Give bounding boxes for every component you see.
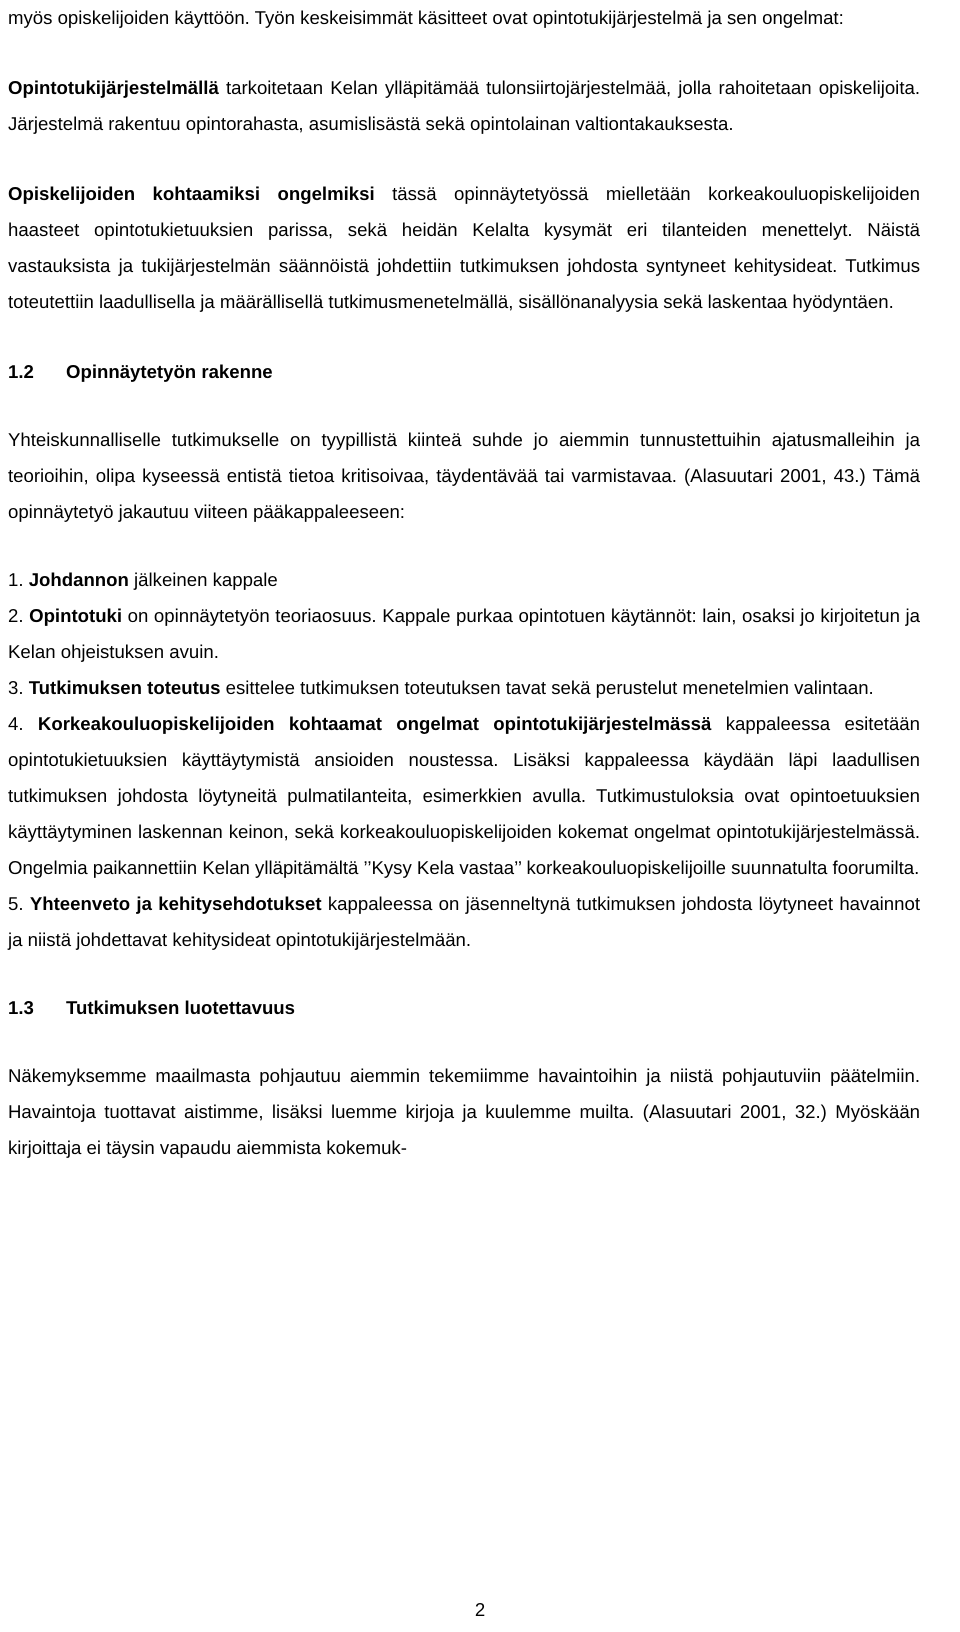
list-item-term: Korkeakouluopiskelijoiden kohtaamat ongelmat opintotukijärjestelmässä bbox=[37, 713, 712, 734]
list-number: 2. bbox=[8, 605, 30, 626]
list-number: 3. bbox=[8, 677, 29, 698]
list-item bbox=[8, 562, 920, 598]
intro-paragraph: myös opiskelijoiden käyttöön. Työn keskeisimmät käsitteet ovat opintotukijärjestelmä ja sen ongelmat: bbox=[8, 7, 844, 28]
list-item-text: jälkeinen kappale bbox=[128, 569, 278, 590]
definition-text: tässä opinnäytetyössä mielletään korkeakouluopiskelijoiden haasteet opintotukietuuksien parissa, sekä heidän Kelalta kysymät eri tilanteiden menettelyt. Näistä vastauksista ja tukijärjestelmän säännöistä johdettiin tutkimuksen johdosta syntyneet kehitysideat. Tutkimus toteutettiin laadullisella ja määrällisellä tutkimusmenetelmällä, sisällönanalyysia sekä laskentaa hyödyntäen. bbox=[8, 183, 920, 312]
list-item-text: on opinnäytetyön teoriaosuus. Kappale purkaa opintotuen käytännöt: lain, osaksi jo kirjoitetun ja Kelan ohjeistuksen avuin. bbox=[8, 605, 920, 662]
list-item bbox=[8, 706, 920, 886]
list-item-text: esittelee tutkimuksen toteutuksen tavat sekä perustelut menetelmien valintaan. bbox=[220, 677, 874, 698]
definition-text: tarkoitetaan Kelan ylläpitämää tulonsiirtojärjestelmää, jolla rahoitetaan opiskelijoita. Järjestelmä rakentuu opintorahasta, asumislisästä sekä opintolainan valtiontakauksesta. bbox=[8, 77, 920, 134]
document-page bbox=[8, 0, 920, 1166]
list-number: 4. bbox=[8, 713, 38, 734]
definition-paragraph-opintotukijarjestelma bbox=[8, 70, 920, 142]
section-heading-1-2 bbox=[8, 354, 920, 390]
section-heading-1-3 bbox=[8, 990, 920, 1026]
section-number: 1.3 bbox=[8, 997, 34, 1018]
section-spacer bbox=[8, 958, 920, 990]
page-number: 2 bbox=[474, 1599, 486, 1620]
chapter-list bbox=[8, 562, 920, 958]
section-number: 1.2 bbox=[8, 361, 34, 382]
section-title: Tutkimuksen luotettavuus bbox=[66, 997, 296, 1018]
definition-term: Opiskelijoiden kohtaamiksi ongelmiksi bbox=[8, 183, 375, 204]
reliability-paragraph: Näkemyksemme maailmasta pohjautuu aiemmin tekemiimme havaintoihin ja niistä pohjautuviin päätelmiin. Havaintoja tuottavat aistimme, lisäksi luemme kirjoja ja kuulemme muilta. (Alasuutari 2001, 32.) Myöskään kirjoittaja ei täysin vapaudu aiemmista kokemuk- bbox=[8, 1065, 920, 1158]
definition-term: Opintotukijärjestelmällä bbox=[8, 77, 219, 98]
paragraph-spacer bbox=[8, 530, 920, 562]
list-number: 1. bbox=[8, 569, 29, 590]
list-item-term: Opintotuki bbox=[29, 605, 123, 626]
list-item-text: kappaleessa on jäsenneltynä tutkimuksen johdosta löytyneet havainnot ja niistä johdettavat kehitysideat opintotukijärjestelmään. bbox=[8, 893, 920, 950]
paragraph-spacer bbox=[8, 36, 920, 70]
paragraph-spacer bbox=[8, 142, 920, 176]
section-spacer bbox=[8, 390, 920, 422]
list-item bbox=[8, 886, 920, 958]
list-number: 5. bbox=[8, 893, 30, 914]
structure-paragraph: Yhteiskunnalliselle tutkimukselle on tyypillistä kiinteä suhde jo aiemmin tunnustettuihin ajatusmalleihin ja teorioihin, olipa kyseessä entistä tietoa kritisoivaa, täydentävää tai varmistavaa. (Alasuutari 2001, 43.) Tämä opinnäytetyö jakautuu viiteen pääkappaleeseen: bbox=[8, 429, 920, 522]
list-item bbox=[8, 670, 920, 706]
list-item-term: Johdannon bbox=[28, 569, 129, 590]
section-spacer bbox=[8, 320, 920, 354]
section-title: Opinnäytetyön rakenne bbox=[66, 361, 273, 382]
list-item-text: kappaleessa esitetään opintotukietuuksien käyttäytymistä ansioiden noustessa. Lisäksi kappaleessa käydään läpi laadullisen tutkimuksen johdosta löytyneitä pulmatilanteita, esimerkkien avulla. Tutkimustuloksia ovat opintoetuuksien käyttäytyminen laskennan keinon, sekä korkeakouluopiskelijoiden kokemat ongelmat opintotukijärjestelmässä. Ongelmia paikannettiin Kelan ylläpitämältä ’’Kysy Kela vastaa’’ korkeakouluopiskelijoille suunnatulta foorumilta. bbox=[8, 713, 920, 878]
list-item-term: Yhteenveto ja kehitysehdotukset bbox=[29, 893, 322, 914]
definition-paragraph-ongelmat bbox=[8, 176, 920, 320]
section-spacer bbox=[8, 1026, 920, 1058]
list-item-term: Tutkimuksen toteutus bbox=[28, 677, 221, 698]
list-item bbox=[8, 598, 920, 670]
